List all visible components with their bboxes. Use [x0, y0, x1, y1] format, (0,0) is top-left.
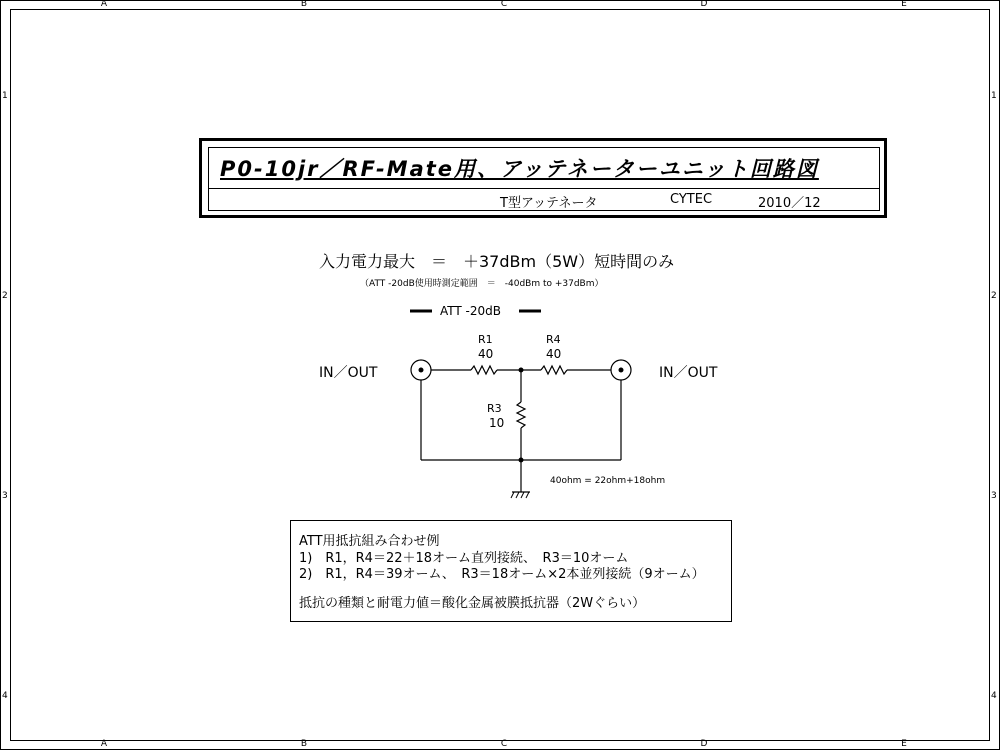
- drawing-title: P0-10jr／RF-Mate用、アッテネーターユニット回路図: [220, 157, 819, 181]
- notes-line-2: 2) R1，R4＝39オーム、 R3＝18オーム×2本並列接続（9オーム）: [299, 567, 705, 582]
- max-input-power-spec: 入力電力最大 ＝ ＋37dBm（5W）短時間のみ: [319, 252, 675, 271]
- ground-icon: [511, 492, 530, 498]
- r4-name-label: R4: [546, 333, 561, 346]
- zone-row-4-left: 4: [2, 691, 8, 701]
- left-connector-icon: [411, 360, 431, 380]
- zone-col-b-top: B: [300, 0, 308, 9]
- zone-col-c-top: C: [500, 0, 508, 9]
- port-left-label: IN／OUT: [319, 365, 378, 381]
- port-right-label: IN／OUT: [659, 365, 718, 381]
- zone-col-c-bottom: C: [500, 739, 508, 749]
- r3-resistor-symbol: [517, 402, 525, 428]
- zone-col-a-top: A: [100, 0, 108, 9]
- zone-row-2-left: 2: [2, 291, 8, 301]
- zone-row-3-left: 3: [2, 491, 8, 501]
- zone-row-2-right: 2: [991, 291, 997, 301]
- zone-col-a-bottom: A: [100, 739, 108, 749]
- r3-value-label: 10: [489, 416, 505, 430]
- measurement-range-note: （ATT -20dB使用時測定範囲 ＝ -40dBm to +37dBm）: [360, 279, 604, 289]
- zone-row-1-left: 1: [2, 91, 8, 101]
- resistor-combination-note: 40ohm = 22ohm+18ohm: [550, 476, 666, 486]
- r1-name-label: R1: [478, 333, 493, 346]
- r4-value-label: 40: [546, 347, 562, 361]
- notes-line-3: 抵抗の種類と耐電力値＝酸化金属被膜抵抗器（2Wぐらい）: [299, 596, 646, 611]
- r1-value-label: 40: [478, 347, 494, 361]
- zone-col-d-bottom: D: [700, 739, 708, 749]
- notes-heading: ATT用抵抗組み合わせ例: [299, 534, 440, 549]
- r4-resistor-symbol: [541, 366, 567, 374]
- company-label: CYTEC: [670, 192, 713, 207]
- notes-line-1: 1) R1，R4＝22＋18オーム直列接続、 R3＝10オーム: [299, 551, 629, 566]
- zone-col-e-top: E: [901, 0, 907, 9]
- r3-name-label: R3: [487, 402, 502, 415]
- zone-row-3-right: 3: [991, 491, 997, 501]
- right-connector-icon: [611, 360, 631, 380]
- attenuator-type-label: T型アッテネータ: [500, 196, 598, 211]
- zone-col-d-top: D: [700, 0, 708, 9]
- zone-col-e-bottom: E: [901, 739, 907, 749]
- att-label: ATT -20dB: [440, 304, 501, 318]
- zone-row-1-right: 1: [991, 91, 997, 101]
- zone-col-b-bottom: B: [300, 739, 308, 749]
- zone-row-4-right: 4: [991, 691, 997, 701]
- r1-resistor-symbol: [471, 366, 497, 374]
- date-label: 2010／12: [758, 196, 821, 211]
